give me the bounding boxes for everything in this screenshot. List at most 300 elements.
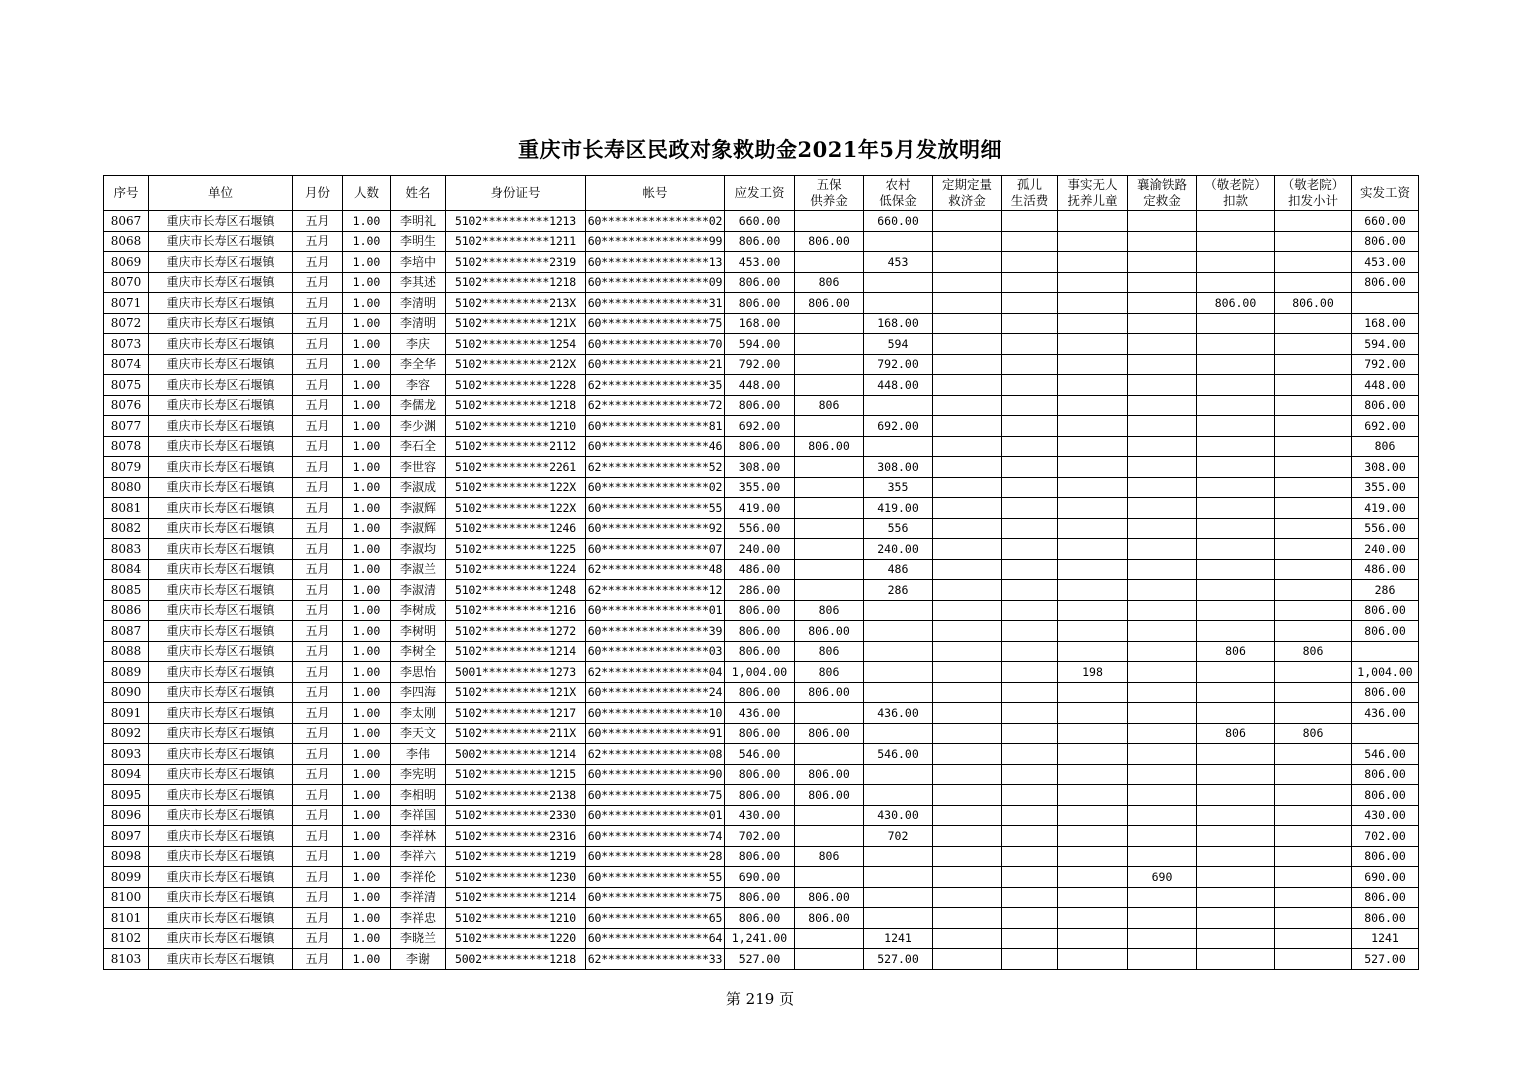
table-row — [104, 539, 1419, 560]
table-cell: 806 — [795, 846, 864, 867]
table-cell — [795, 416, 864, 437]
table-cell: 五月 — [293, 416, 343, 437]
table-row — [104, 334, 1419, 355]
table-cell: 660.00 — [864, 211, 933, 232]
table-cell: 702.00 — [725, 826, 795, 847]
table-cell: 806.00 — [1352, 785, 1419, 806]
table-cell — [1275, 887, 1352, 908]
table-cell: 5102**********211X — [446, 723, 586, 744]
table-cell: 1.00 — [343, 826, 391, 847]
table-row — [104, 211, 1419, 232]
table-cell: 62****************52 — [586, 457, 725, 478]
table-cell — [1197, 539, 1275, 560]
table-cell — [933, 805, 1002, 826]
table-cell: 5102**********1218 — [446, 272, 586, 293]
table-cell — [1058, 621, 1128, 642]
table-cell: 286 — [1352, 580, 1419, 601]
table-cell: 8071 — [104, 293, 149, 314]
table-cell — [1002, 641, 1058, 662]
table-cell: 五月 — [293, 539, 343, 560]
table-cell: 1.00 — [343, 211, 391, 232]
table-cell — [1058, 231, 1128, 252]
table-cell — [795, 744, 864, 765]
table-cell — [1002, 703, 1058, 724]
table-cell — [933, 703, 1002, 724]
table-cell: 重庆市长寿区石堰镇 — [149, 826, 293, 847]
table-cell — [1197, 826, 1275, 847]
table-cell: 5102**********1220 — [446, 928, 586, 949]
table-cell — [864, 395, 933, 416]
table-cell: 五月 — [293, 334, 343, 355]
table-cell: 重庆市长寿区石堰镇 — [149, 805, 293, 826]
table-cell: 重庆市长寿区石堰镇 — [149, 908, 293, 929]
table-cell: 556.00 — [1352, 518, 1419, 539]
table-cell: 546.00 — [864, 744, 933, 765]
table-cell — [795, 375, 864, 396]
table-cell: 五月 — [293, 887, 343, 908]
table-cell — [1002, 867, 1058, 888]
table-row — [104, 252, 1419, 273]
table-cell — [1197, 231, 1275, 252]
table-cell: 594.00 — [1352, 334, 1419, 355]
column-header: 实发工资 — [1352, 176, 1419, 211]
table-cell — [1058, 785, 1128, 806]
table-cell: 792.00 — [1352, 354, 1419, 375]
table-cell — [1128, 682, 1197, 703]
table-cell: 5102**********2319 — [446, 252, 586, 273]
table-cell — [1002, 826, 1058, 847]
table-cell: 660.00 — [1352, 211, 1419, 232]
table-cell — [1002, 723, 1058, 744]
table-cell: 重庆市长寿区石堰镇 — [149, 518, 293, 539]
table-cell: 806.00 — [725, 272, 795, 293]
table-cell — [933, 477, 1002, 498]
table-cell: 李石全 — [391, 436, 446, 457]
table-cell: 5102**********2316 — [446, 826, 586, 847]
table-cell: 李伟 — [391, 744, 446, 765]
table-cell: 五月 — [293, 498, 343, 519]
table-cell — [933, 908, 1002, 929]
table-cell — [1275, 621, 1352, 642]
table-cell — [1002, 539, 1058, 560]
table-cell: 806.00 — [795, 764, 864, 785]
table-cell: 五月 — [293, 846, 343, 867]
table-cell: 1.00 — [343, 867, 391, 888]
table-cell: 五月 — [293, 559, 343, 580]
table-cell — [1197, 354, 1275, 375]
table-cell: 690.00 — [1352, 867, 1419, 888]
table-cell: 1.00 — [343, 928, 391, 949]
table-cell — [1058, 293, 1128, 314]
table-cell: 702 — [864, 826, 933, 847]
table-cell: 五月 — [293, 703, 343, 724]
table-cell — [1128, 375, 1197, 396]
table-cell — [1002, 600, 1058, 621]
table-cell: 546.00 — [725, 744, 795, 765]
table-cell — [933, 621, 1002, 642]
table-cell: 李思怡 — [391, 662, 446, 683]
table-cell — [795, 211, 864, 232]
table-cell — [864, 723, 933, 744]
table-cell: 5002**********1214 — [446, 744, 586, 765]
table-cell: 8102 — [104, 928, 149, 949]
table-cell — [1058, 826, 1128, 847]
table-cell: 8094 — [104, 764, 149, 785]
table-cell — [1197, 908, 1275, 929]
table-cell: 5102**********122X — [446, 477, 586, 498]
table-cell: 1.00 — [343, 457, 391, 478]
table-cell: 806.00 — [725, 395, 795, 416]
table-cell — [1197, 477, 1275, 498]
column-header: （敬老院） 扣发小计 — [1275, 176, 1352, 211]
table-row — [104, 887, 1419, 908]
table-cell: 重庆市长寿区石堰镇 — [149, 703, 293, 724]
table-cell — [1002, 457, 1058, 478]
table-row — [104, 949, 1419, 970]
table-cell: 李树成 — [391, 600, 446, 621]
table-cell: 806 — [1197, 723, 1275, 744]
table-cell: 1.00 — [343, 621, 391, 642]
table-cell: 8090 — [104, 682, 149, 703]
table-cell: 806.00 — [795, 908, 864, 929]
table-cell — [933, 252, 1002, 273]
table-cell: 792.00 — [725, 354, 795, 375]
table-cell: 五月 — [293, 457, 343, 478]
table-cell — [795, 313, 864, 334]
table-cell: 60****************75 — [586, 313, 725, 334]
table-cell: 重庆市长寿区石堰镇 — [149, 272, 293, 293]
table-cell: 806.00 — [725, 682, 795, 703]
column-header: 孤儿 生活费 — [1002, 176, 1058, 211]
table-cell: 重庆市长寿区石堰镇 — [149, 723, 293, 744]
table-cell: 8099 — [104, 867, 149, 888]
table-cell: 李清明 — [391, 313, 446, 334]
table-cell — [864, 867, 933, 888]
table-cell: 60****************99 — [586, 231, 725, 252]
table-cell: 1.00 — [343, 949, 391, 970]
table-row — [104, 682, 1419, 703]
table-cell: 806.00 — [1352, 621, 1419, 642]
table-cell: 62****************33 — [586, 949, 725, 970]
table-row — [104, 723, 1419, 744]
table-cell — [1128, 272, 1197, 293]
table-row — [104, 662, 1419, 683]
table-cell — [1275, 826, 1352, 847]
table-cell — [1128, 313, 1197, 334]
table-cell — [1002, 313, 1058, 334]
table-cell: 5102**********1210 — [446, 416, 586, 437]
column-header: 襄渝铁路 定救金 — [1128, 176, 1197, 211]
table-cell — [933, 334, 1002, 355]
table-cell: 60****************74 — [586, 826, 725, 847]
column-header: 单位 — [149, 176, 293, 211]
table-cell: 546.00 — [1352, 744, 1419, 765]
table-cell: 1241 — [1352, 928, 1419, 949]
table-cell: 806.00 — [725, 908, 795, 929]
table-cell — [1197, 703, 1275, 724]
table-cell: 8087 — [104, 621, 149, 642]
table-cell: 重庆市长寿区石堰镇 — [149, 293, 293, 314]
table-cell — [933, 867, 1002, 888]
table-cell — [933, 826, 1002, 847]
table-row — [104, 846, 1419, 867]
table-cell: 五月 — [293, 354, 343, 375]
table-cell — [795, 354, 864, 375]
table-cell: 5002**********1218 — [446, 949, 586, 970]
table-cell: 60****************55 — [586, 498, 725, 519]
table-cell: 1,004.00 — [1352, 662, 1419, 683]
table-cell: 62****************35 — [586, 375, 725, 396]
table-cell — [933, 272, 1002, 293]
table-cell — [864, 846, 933, 867]
table-row — [104, 457, 1419, 478]
table-cell — [1002, 805, 1058, 826]
table-cell: 5102**********2138 — [446, 785, 586, 806]
table-cell — [795, 477, 864, 498]
table-cell: 李四海 — [391, 682, 446, 703]
table-cell: 60****************70 — [586, 334, 725, 355]
table-cell: 李儒龙 — [391, 395, 446, 416]
table-cell: 重庆市长寿区石堰镇 — [149, 764, 293, 785]
table-cell: 1.00 — [343, 498, 391, 519]
table-cell: 李祥清 — [391, 887, 446, 908]
table-cell: 806.00 — [725, 723, 795, 744]
table-cell: 60****************03 — [586, 641, 725, 662]
table-cell — [1058, 908, 1128, 929]
table-cell: 806.00 — [795, 723, 864, 744]
column-header: 姓名 — [391, 176, 446, 211]
table-cell — [864, 231, 933, 252]
table-cell: 5102**********2261 — [446, 457, 586, 478]
table-cell: 重庆市长寿区石堰镇 — [149, 211, 293, 232]
table-cell: 5102**********1219 — [446, 846, 586, 867]
table-cell — [1197, 211, 1275, 232]
table-cell: 527.00 — [1352, 949, 1419, 970]
table-cell: 60****************65 — [586, 908, 725, 929]
table-cell: 李培中 — [391, 252, 446, 273]
table-cell: 8073 — [104, 334, 149, 355]
table-cell: 198 — [1058, 662, 1128, 683]
table-cell: 60****************10 — [586, 703, 725, 724]
table-cell — [1197, 498, 1275, 519]
table-cell: 1.00 — [343, 641, 391, 662]
table-cell: 355.00 — [725, 477, 795, 498]
table-cell — [1002, 375, 1058, 396]
column-header: 五保 供养金 — [795, 176, 864, 211]
table-cell: 286.00 — [725, 580, 795, 601]
table-cell — [1197, 334, 1275, 355]
table-cell: 8076 — [104, 395, 149, 416]
table-cell: 五月 — [293, 211, 343, 232]
table-cell — [933, 211, 1002, 232]
table-row — [104, 744, 1419, 765]
table-cell — [1352, 723, 1419, 744]
table-cell — [1197, 375, 1275, 396]
table-cell: 重庆市长寿区石堰镇 — [149, 375, 293, 396]
table-cell: 5102**********1214 — [446, 887, 586, 908]
table-cell: 448.00 — [1352, 375, 1419, 396]
table-cell: 240.00 — [1352, 539, 1419, 560]
table-cell — [1197, 744, 1275, 765]
table-cell: 李天文 — [391, 723, 446, 744]
table-row — [104, 703, 1419, 724]
table-cell: 李树明 — [391, 621, 446, 642]
table-cell: 5102**********2330 — [446, 805, 586, 826]
table-cell: 五月 — [293, 436, 343, 457]
table-cell: 五月 — [293, 867, 343, 888]
table-cell — [1197, 846, 1275, 867]
table-cell — [1128, 662, 1197, 683]
table-cell: 5102**********1211 — [446, 231, 586, 252]
table-cell: 五月 — [293, 600, 343, 621]
table-cell — [1197, 621, 1275, 642]
table-cell: 594 — [864, 334, 933, 355]
table-cell: 1.00 — [343, 231, 391, 252]
table-cell — [1002, 559, 1058, 580]
table-cell — [1275, 252, 1352, 273]
table-cell: 60****************02 — [586, 211, 725, 232]
table-cell — [1058, 744, 1128, 765]
table-cell: 60****************13 — [586, 252, 725, 273]
table-cell: 8077 — [104, 416, 149, 437]
table-row — [104, 764, 1419, 785]
table-cell: 重庆市长寿区石堰镇 — [149, 949, 293, 970]
table-cell — [933, 559, 1002, 580]
table-cell: 60****************75 — [586, 887, 725, 908]
table-row — [104, 785, 1419, 806]
table-cell — [1275, 334, 1352, 355]
table-cell: 1,241.00 — [725, 928, 795, 949]
table-cell: 8091 — [104, 703, 149, 724]
table-cell — [1197, 682, 1275, 703]
table-cell: 李容 — [391, 375, 446, 396]
table-cell — [1275, 928, 1352, 949]
table-cell — [1275, 949, 1352, 970]
table-cell: 5102**********1228 — [446, 375, 586, 396]
table-cell — [1128, 457, 1197, 478]
table-cell — [1002, 846, 1058, 867]
table-cell — [1058, 867, 1128, 888]
table-cell: 1,004.00 — [725, 662, 795, 683]
table-cell — [933, 785, 1002, 806]
table-cell — [1128, 641, 1197, 662]
table-cell: 60****************75 — [586, 785, 725, 806]
table-cell: 60****************01 — [586, 805, 725, 826]
table-cell: 5102**********1272 — [446, 621, 586, 642]
table-cell: 308.00 — [864, 457, 933, 478]
table-cell — [1128, 908, 1197, 929]
table-cell: 806 — [795, 641, 864, 662]
table-cell: 5001**********1273 — [446, 662, 586, 683]
table-cell — [1128, 887, 1197, 908]
table-row — [104, 867, 1419, 888]
table-cell: 806 — [795, 600, 864, 621]
table-cell: 448.00 — [725, 375, 795, 396]
table-cell — [795, 949, 864, 970]
table-cell: 806.00 — [795, 621, 864, 642]
table-cell — [1002, 477, 1058, 498]
table-cell: 1.00 — [343, 662, 391, 683]
table-cell — [1197, 457, 1275, 478]
table-row — [104, 395, 1419, 416]
table-cell: 李清明 — [391, 293, 446, 314]
table-cell: 806 — [795, 662, 864, 683]
table-cell: 60****************90 — [586, 764, 725, 785]
table-cell — [1128, 518, 1197, 539]
table-cell: 5102**********212X — [446, 354, 586, 375]
table-cell: 5102**********1213 — [446, 211, 586, 232]
table-row — [104, 600, 1419, 621]
table-row — [104, 518, 1419, 539]
table-cell: 五月 — [293, 785, 343, 806]
table-header-row — [104, 176, 1419, 211]
table-cell — [933, 416, 1002, 437]
table-cell: 806.00 — [1352, 600, 1419, 621]
table-cell: 486 — [864, 559, 933, 580]
table-cell — [1058, 272, 1128, 293]
table-cell: 690 — [1128, 867, 1197, 888]
table-cell — [1128, 252, 1197, 273]
table-cell: 8080 — [104, 477, 149, 498]
table-cell: 李淑兰 — [391, 559, 446, 580]
table-row — [104, 375, 1419, 396]
table-cell: 1.00 — [343, 764, 391, 785]
table-cell — [1128, 785, 1197, 806]
table-cell: 594.00 — [725, 334, 795, 355]
table-cell: 168.00 — [864, 313, 933, 334]
table-cell: 重庆市长寿区石堰镇 — [149, 662, 293, 683]
table-cell — [933, 641, 1002, 662]
table-cell: 李少渊 — [391, 416, 446, 437]
table-row — [104, 928, 1419, 949]
table-cell — [1058, 436, 1128, 457]
table-cell: 五月 — [293, 580, 343, 601]
table-cell: 436.00 — [725, 703, 795, 724]
table-cell — [933, 949, 1002, 970]
table-cell: 527.00 — [864, 949, 933, 970]
table-cell: 5102**********1225 — [446, 539, 586, 560]
table-cell — [933, 436, 1002, 457]
table-cell — [1275, 703, 1352, 724]
table-row — [104, 826, 1419, 847]
table-cell: 重庆市长寿区石堰镇 — [149, 682, 293, 703]
table-cell: 60****************28 — [586, 846, 725, 867]
table-cell — [1275, 477, 1352, 498]
table-cell — [795, 518, 864, 539]
table-row — [104, 416, 1419, 437]
table-cell: 1.00 — [343, 580, 391, 601]
table-cell: 527.00 — [725, 949, 795, 970]
table-cell: 李淑成 — [391, 477, 446, 498]
table-cell: 五月 — [293, 231, 343, 252]
table-cell: 806.00 — [795, 231, 864, 252]
table-cell — [795, 580, 864, 601]
table-cell: 8097 — [104, 826, 149, 847]
table-cell — [1058, 600, 1128, 621]
table-cell: 五月 — [293, 744, 343, 765]
table-cell — [1275, 518, 1352, 539]
table-cell: 五月 — [293, 621, 343, 642]
table-cell: 5102**********1246 — [446, 518, 586, 539]
table-cell — [933, 231, 1002, 252]
table-cell — [1058, 354, 1128, 375]
table-cell: 五月 — [293, 395, 343, 416]
table-cell: 62****************72 — [586, 395, 725, 416]
table-cell — [933, 662, 1002, 683]
table-cell: 1.00 — [343, 518, 391, 539]
table-row — [104, 272, 1419, 293]
table-cell — [1128, 621, 1197, 642]
